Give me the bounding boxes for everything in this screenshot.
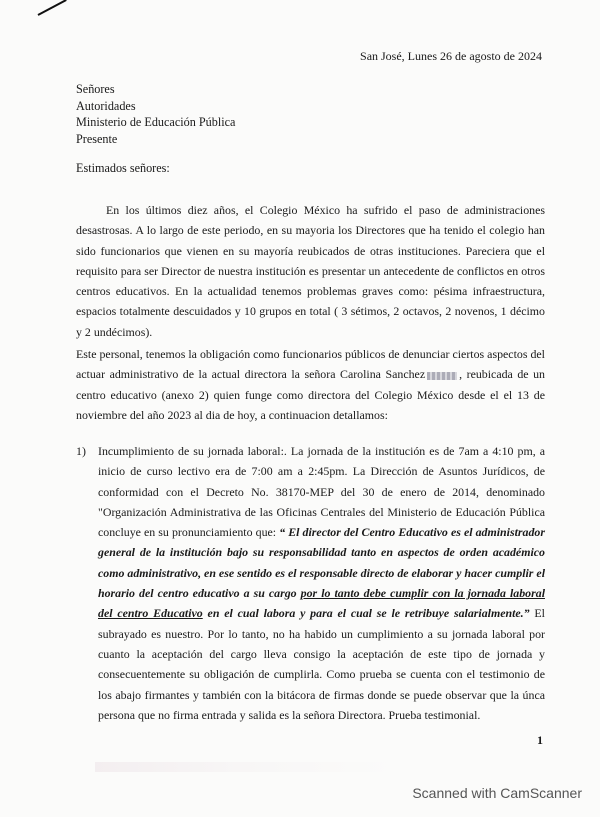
address-line: Señores xyxy=(76,82,115,96)
paragraph-complaint xyxy=(76,344,545,425)
quote-text-end: en el cual labora y para el cual se le retribuye salarialmente.” xyxy=(207,606,530,621)
page-number: 1 xyxy=(537,733,543,747)
paragraph-text: Este personal, tenemos la obligación como funcionarios públicos de denunciar ciertos aspectos del actuar administrativo de la actual directora la señora Carolina Sanchez xyxy=(76,347,545,382)
quote-underlined: por lo tanto debe cumplir con la jornada laboral del centro Educativo xyxy=(98,586,545,621)
pen-mark xyxy=(38,0,67,16)
numbered-item xyxy=(76,441,545,725)
faint-signature-line xyxy=(95,762,395,772)
item-text-conclusion: El subrayado es nuestro. Por lo tanto, no ha habido un cumplimiento a su jornada laboral por cuanto la aceptación del cargo lleva consigo la aceptación de este tipo de jornada y consecuentemente su obligación de cumplirla. Como prueba se cuenta con el testimonio de los abajo firmantes y también con la bitácora de firmas donde se puede observar que la únca persona que no firma entrada y salida es la señora Directora. Prueba testimonial. xyxy=(98,606,545,722)
greeting: Estimados señores: xyxy=(76,161,170,175)
address-line: Ministerio de Educación Pública xyxy=(76,115,236,130)
address-line: Presente xyxy=(76,131,118,146)
scanner-watermark: Scanned with CamScanner xyxy=(412,785,582,801)
paragraph-text: , reubicada de un centro educativo (anexo 2) quien funge como directora del Colegio México desde el el 13 de noviembre del año 2023 al dia de hoy, a continuacion detallamos: xyxy=(76,367,545,422)
paragraph-intro: En los últimos diez años, el Colegio México ha sufrido el paso de administraciones desastrosas. A lo largo de este periodo, en su mayoria los Directores que ha tenido el colegio han sido funcionarios que vienen en su mayoría reubicados de otras instituciones. Pareciera que el requisito para ser Director de nuestra institución es presentar un antecedente de conflictos en otros centros educativos. En la actualidad tenemos problemas graves como: pésima infraestructura, espacios totalmente descuidados y 10 grupos en total ( 3 sétimos, 2 octavos, 2 novenos, 1 décimo y 2 undécimos). xyxy=(76,203,545,339)
recipient-address xyxy=(76,81,235,147)
quote-text: “ El director del Centro Educativo es el administrador general de la institución bajo su responsabilidad tanto en aspectos de orden académico como administrativo, en ese sentido es el responsable directo de elaborar y hacer cumplir el horario del centro educativo a su cargo xyxy=(98,525,545,601)
item-number: 1) xyxy=(76,444,86,458)
item-body xyxy=(98,441,545,725)
address-line: Autoridades xyxy=(76,98,136,113)
item-text: Incumplimiento de su jornada laboral:. La jornada de la institución es de 7am a 4:10 pm, a inicio de curso lectivo era de 7:00 am a 2:45pm. La Dirección de Asuntos Jurídicos, de conformidad con el Decreto No. 38170-MEP del 30 de enero de 2014, denominado "Organización Administrativa de las Oficinas Centrales del Ministerio de Educación Pública concluye en su pronunciamiento que: xyxy=(98,444,545,540)
date-line: San José, Lunes 26 de agosto de 2024 xyxy=(360,49,542,63)
redaction-mark xyxy=(427,372,457,380)
